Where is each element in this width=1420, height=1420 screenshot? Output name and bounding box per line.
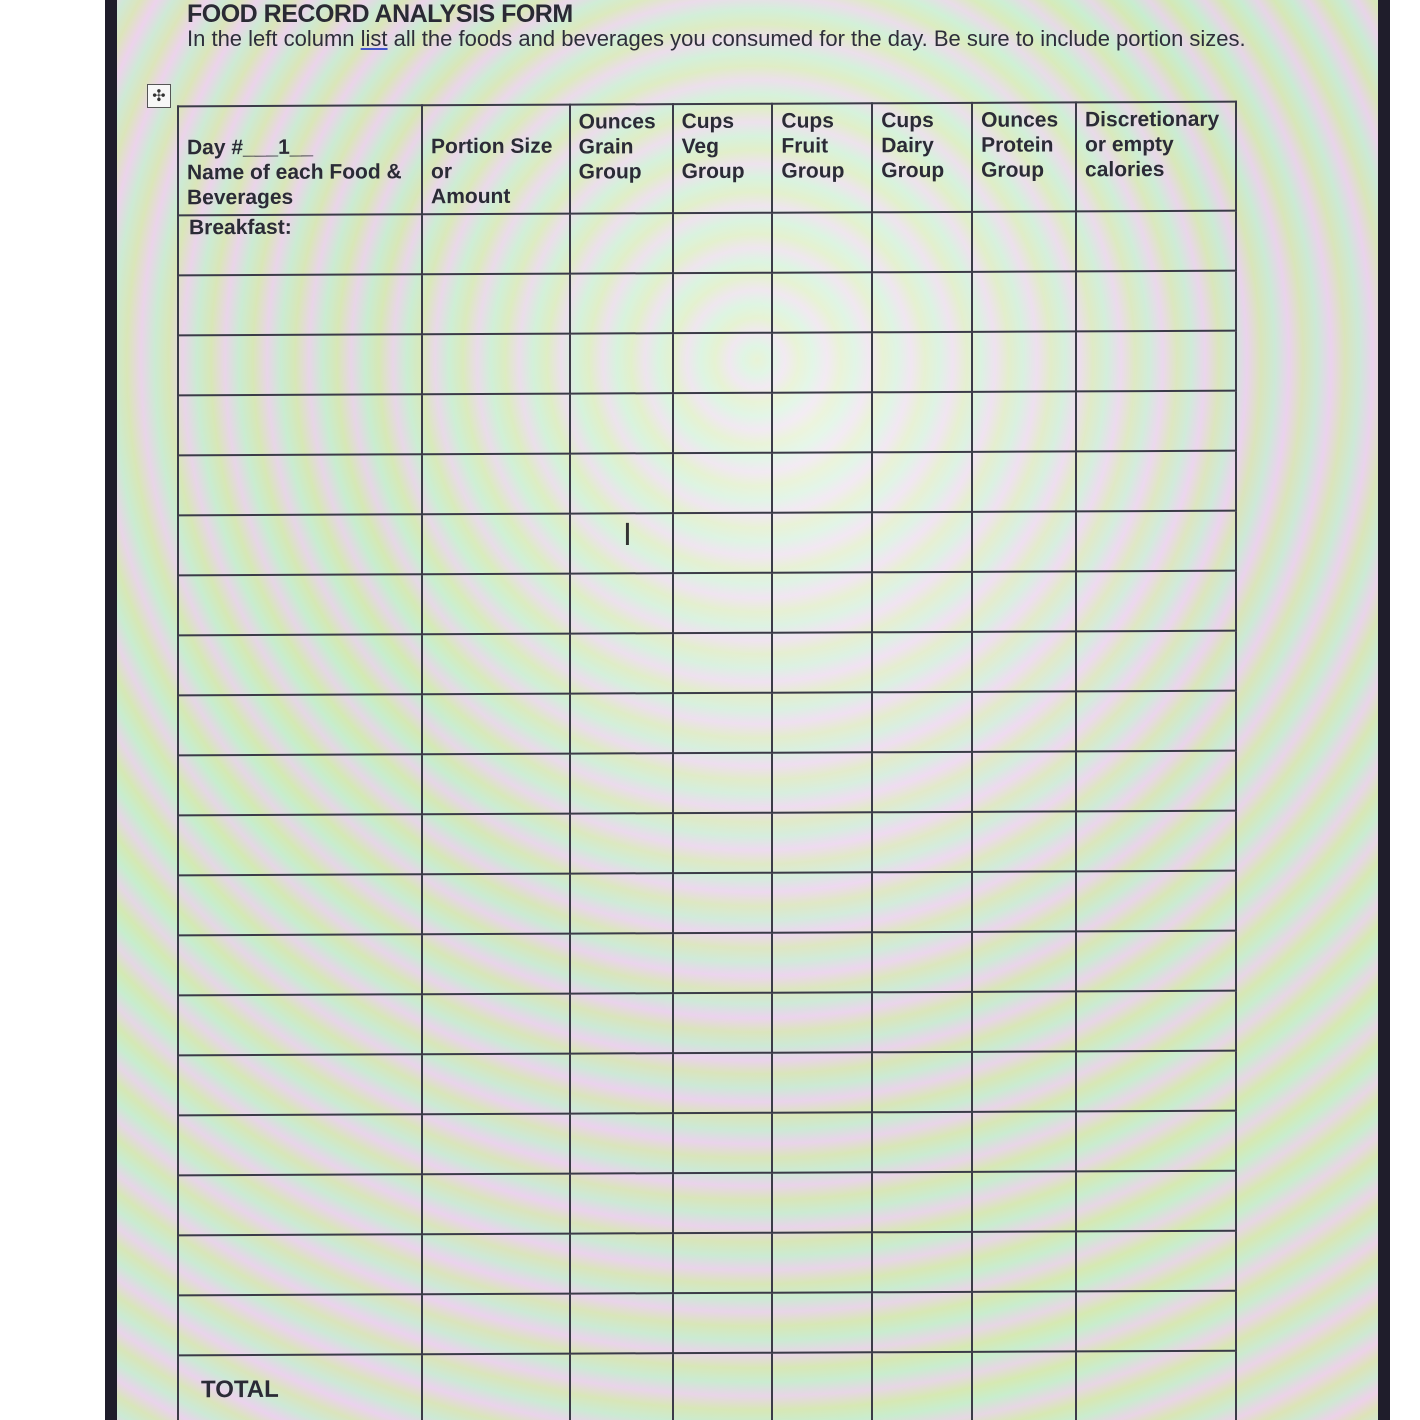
breakfast-label: Breakfast: bbox=[189, 215, 292, 240]
table-row-breakfast bbox=[178, 211, 1236, 276]
table-cell[interactable] bbox=[872, 692, 972, 752]
photo-border-left bbox=[0, 0, 105, 1420]
header-food-line3: Beverages bbox=[187, 185, 294, 210]
table-cell[interactable] bbox=[872, 332, 972, 392]
table-cell[interactable] bbox=[972, 751, 1076, 811]
table-cell[interactable] bbox=[673, 933, 773, 993]
header-grain-line1: Ounces bbox=[578, 110, 656, 134]
table-cell[interactable] bbox=[1076, 331, 1236, 392]
table-cell[interactable] bbox=[1076, 1051, 1236, 1112]
table-cell[interactable] bbox=[772, 992, 872, 1052]
table-cell[interactable] bbox=[673, 453, 773, 513]
table-cell[interactable] bbox=[1076, 211, 1236, 272]
table-cell[interactable] bbox=[972, 1171, 1076, 1231]
table-cell[interactable] bbox=[570, 1053, 673, 1113]
table-cell[interactable] bbox=[178, 1174, 422, 1235]
table-cell[interactable] bbox=[570, 1113, 673, 1173]
table-cell[interactable] bbox=[673, 1053, 773, 1113]
table-cell[interactable] bbox=[1076, 1351, 1236, 1420]
table-cell[interactable] bbox=[872, 812, 972, 872]
table-row-total bbox=[178, 1351, 1236, 1420]
table-cell[interactable] bbox=[1076, 271, 1236, 332]
table-cell[interactable] bbox=[178, 874, 422, 935]
table-cell[interactable] bbox=[772, 1052, 872, 1112]
table-cell[interactable] bbox=[673, 513, 773, 573]
table-cell[interactable] bbox=[673, 1173, 773, 1233]
table-cell[interactable] bbox=[1076, 991, 1236, 1052]
table-cell[interactable] bbox=[673, 1113, 773, 1173]
table-cell[interactable] bbox=[422, 634, 570, 695]
table-cell[interactable] bbox=[972, 211, 1076, 271]
table-cell[interactable] bbox=[872, 872, 972, 932]
table-cell[interactable] bbox=[178, 1114, 422, 1175]
table-cell[interactable] bbox=[570, 453, 673, 513]
table-cell[interactable] bbox=[570, 1173, 673, 1233]
table-cell[interactable] bbox=[772, 812, 872, 872]
header-grain-line2: Grain bbox=[578, 135, 634, 159]
table-cell[interactable] bbox=[673, 273, 773, 333]
table-cell[interactable] bbox=[772, 512, 872, 572]
header-portion-line2: or bbox=[431, 160, 453, 184]
header-protein-line2: Protein bbox=[981, 133, 1054, 157]
table-cell[interactable] bbox=[872, 272, 972, 332]
instructions-text-end: all the foods and beverages you consumed for the day. Be sure to include portion sizes. bbox=[387, 26, 1246, 51]
form-instructions bbox=[187, 24, 1247, 54]
table-row bbox=[178, 931, 1236, 996]
header-dairy-group bbox=[872, 103, 972, 212]
table-cell[interactable] bbox=[872, 1292, 972, 1352]
table-cell[interactable] bbox=[772, 452, 872, 512]
table-cell[interactable] bbox=[178, 814, 422, 875]
table-cell[interactable] bbox=[673, 693, 773, 753]
photo-border-right bbox=[1390, 0, 1420, 1420]
table-cell[interactable] bbox=[673, 813, 773, 873]
table-cell[interactable] bbox=[178, 1234, 422, 1295]
header-veg-group bbox=[673, 104, 773, 213]
table-cell[interactable] bbox=[872, 392, 972, 452]
header-fruit-line3: Group bbox=[781, 159, 845, 183]
table-cell[interactable] bbox=[178, 334, 422, 395]
table-row bbox=[178, 1231, 1236, 1296]
table-cell[interactable] bbox=[1076, 931, 1236, 992]
table-cell[interactable] bbox=[570, 873, 673, 933]
table-row bbox=[178, 751, 1236, 816]
table-cell[interactable] bbox=[673, 573, 773, 633]
table-cell[interactable] bbox=[772, 212, 872, 272]
monitor-bezel-right bbox=[1378, 0, 1390, 1420]
table-row bbox=[178, 991, 1236, 1056]
table-cell[interactable] bbox=[872, 932, 972, 992]
table-cell[interactable] bbox=[570, 993, 673, 1053]
table-cell[interactable] bbox=[872, 1232, 972, 1292]
table-cell[interactable] bbox=[422, 394, 570, 455]
table-cell[interactable] bbox=[972, 331, 1076, 391]
table-cell[interactable] bbox=[772, 572, 872, 632]
table-cell[interactable] bbox=[772, 272, 872, 332]
table-cell[interactable] bbox=[673, 213, 773, 273]
table-cell[interactable] bbox=[422, 334, 570, 395]
table-row bbox=[178, 871, 1236, 936]
table-cell[interactable] bbox=[772, 1112, 872, 1172]
table-cell[interactable] bbox=[673, 1353, 773, 1420]
table-cell[interactable] bbox=[570, 753, 673, 813]
table-cell[interactable] bbox=[178, 454, 422, 515]
table-cell[interactable] bbox=[772, 1292, 872, 1352]
table-cell[interactable] bbox=[972, 931, 1076, 991]
table-cell[interactable] bbox=[178, 214, 422, 275]
table-cell[interactable] bbox=[422, 274, 570, 335]
table-cell[interactable] bbox=[972, 1291, 1076, 1351]
table-cell[interactable] bbox=[178, 994, 422, 1055]
table-header-row bbox=[178, 102, 1236, 216]
header-discretionary-line2: or empty bbox=[1085, 132, 1174, 157]
table-cell[interactable] bbox=[178, 1294, 422, 1355]
table-row bbox=[178, 271, 1236, 336]
table-row bbox=[178, 331, 1236, 396]
table-cell[interactable] bbox=[673, 633, 773, 693]
table-cell[interactable] bbox=[1076, 571, 1236, 632]
instructions-text-start: In the left column bbox=[187, 26, 361, 51]
table-row bbox=[178, 511, 1236, 576]
table-cell[interactable] bbox=[178, 274, 422, 335]
table-row bbox=[178, 391, 1236, 456]
table-cell[interactable] bbox=[772, 392, 872, 452]
table-cell[interactable] bbox=[570, 573, 673, 633]
table-cell[interactable] bbox=[178, 1054, 422, 1115]
table-cell[interactable] bbox=[570, 213, 673, 273]
header-dairy-line3: Group bbox=[881, 158, 945, 183]
table-cell[interactable] bbox=[570, 633, 673, 693]
table-row bbox=[178, 691, 1236, 756]
table-row bbox=[178, 571, 1236, 636]
table-cell[interactable] bbox=[178, 574, 422, 635]
table-cell[interactable] bbox=[422, 514, 570, 575]
table-cell[interactable] bbox=[178, 394, 422, 455]
move-icon[interactable]: ✣ bbox=[147, 84, 171, 108]
table-cell[interactable] bbox=[1076, 811, 1236, 872]
header-portion-line1: Portion Size bbox=[431, 134, 553, 159]
table-cell[interactable] bbox=[422, 874, 570, 935]
table-cell[interactable] bbox=[872, 1112, 972, 1172]
table-cell[interactable] bbox=[1076, 391, 1236, 452]
table-row bbox=[178, 631, 1236, 696]
table-cell[interactable] bbox=[422, 754, 570, 815]
table-cell[interactable] bbox=[1076, 511, 1236, 572]
table-cell[interactable] bbox=[872, 752, 972, 812]
header-dairy-line2: Dairy bbox=[881, 134, 934, 158]
table-cell[interactable] bbox=[1076, 1171, 1236, 1232]
instructions-spellcheck-word: list bbox=[360, 26, 388, 51]
total-label: TOTAL bbox=[201, 1375, 279, 1404]
header-day-number: Day #___1__ bbox=[187, 135, 314, 160]
header-veg-line1: Cups bbox=[681, 109, 735, 134]
header-food-name bbox=[178, 105, 422, 215]
header-food-line2: Name of each Food & bbox=[187, 160, 402, 185]
header-grain-line3: Group bbox=[578, 160, 642, 184]
table-cell[interactable] bbox=[422, 1054, 570, 1115]
table-cell[interactable] bbox=[673, 993, 773, 1053]
table-cell[interactable] bbox=[1076, 451, 1236, 512]
header-portion-size bbox=[422, 105, 570, 215]
table-cell[interactable] bbox=[178, 934, 422, 995]
header-veg-line3: Group bbox=[681, 159, 745, 184]
table-cell[interactable] bbox=[872, 992, 972, 1052]
table-cell[interactable] bbox=[772, 932, 872, 992]
table-cell[interactable] bbox=[422, 934, 570, 995]
table-cell[interactable] bbox=[772, 1172, 872, 1232]
table-cell[interactable] bbox=[570, 333, 673, 393]
header-discretionary-line1: Discretionary bbox=[1085, 107, 1220, 132]
table-cell[interactable] bbox=[673, 873, 773, 933]
table-cell[interactable] bbox=[570, 1293, 673, 1353]
table-cell[interactable] bbox=[570, 933, 673, 993]
table-cell[interactable] bbox=[972, 1351, 1076, 1420]
table-cell[interactable] bbox=[422, 454, 570, 515]
table-cell[interactable] bbox=[673, 753, 773, 813]
header-protein-group bbox=[972, 102, 1076, 211]
table-cell[interactable] bbox=[422, 214, 570, 275]
table-row bbox=[178, 1171, 1236, 1236]
table-cell[interactable] bbox=[673, 1293, 773, 1353]
table-cell[interactable] bbox=[872, 1172, 972, 1232]
table-cell[interactable] bbox=[570, 813, 673, 873]
table-cell[interactable] bbox=[772, 1232, 872, 1292]
table-cell[interactable] bbox=[570, 693, 673, 753]
table-cell[interactable] bbox=[772, 872, 872, 932]
table-cell[interactable] bbox=[178, 694, 422, 755]
header-grain-group bbox=[570, 104, 673, 213]
header-protein-line1: Ounces bbox=[981, 108, 1059, 132]
table-cell[interactable] bbox=[872, 632, 972, 692]
table-cell[interactable] bbox=[1076, 631, 1236, 692]
table-cell[interactable] bbox=[972, 991, 1076, 1051]
header-fruit-group bbox=[772, 103, 872, 212]
table-cell[interactable] bbox=[1076, 691, 1236, 752]
table-cell[interactable] bbox=[422, 994, 570, 1055]
table-cell[interactable] bbox=[422, 694, 570, 755]
table-cell[interactable] bbox=[1076, 871, 1236, 932]
table-cell[interactable] bbox=[972, 511, 1076, 571]
table-cell[interactable] bbox=[422, 814, 570, 875]
header-protein-line3: Group bbox=[981, 158, 1045, 182]
table-cell[interactable] bbox=[772, 1352, 872, 1420]
table-cell[interactable] bbox=[422, 1294, 570, 1355]
form-title: FOOD RECORD ANALYSIS FORM bbox=[187, 0, 573, 28]
table-cell[interactable] bbox=[772, 752, 872, 812]
table-cell[interactable] bbox=[972, 631, 1076, 691]
table-cell[interactable] bbox=[772, 692, 872, 752]
table-cell[interactable] bbox=[178, 514, 422, 575]
table-cell[interactable] bbox=[872, 452, 972, 512]
table-cell[interactable] bbox=[972, 1051, 1076, 1111]
table-cell[interactable] bbox=[673, 393, 773, 453]
table-cell[interactable] bbox=[422, 574, 570, 635]
header-portion-line3: Amount bbox=[431, 184, 511, 209]
table-cell[interactable] bbox=[872, 1352, 972, 1420]
table-cell[interactable] bbox=[1076, 1111, 1236, 1172]
table-cell[interactable] bbox=[178, 634, 422, 695]
table-cell[interactable] bbox=[872, 1052, 972, 1112]
i-beam-cursor-icon: I bbox=[623, 518, 632, 553]
monitor-bezel-left bbox=[105, 0, 117, 1420]
table-row bbox=[178, 1291, 1236, 1356]
table-cell[interactable] bbox=[972, 691, 1076, 751]
table-cell[interactable] bbox=[972, 571, 1076, 631]
table-cell[interactable] bbox=[972, 1231, 1076, 1291]
table-cell[interactable] bbox=[872, 512, 972, 572]
table-cell[interactable] bbox=[422, 1354, 570, 1420]
document-screen bbox=[117, 0, 1378, 1420]
table-cell[interactable] bbox=[673, 1233, 773, 1293]
table-cell[interactable] bbox=[570, 1353, 673, 1420]
table-cell[interactable] bbox=[422, 1234, 570, 1295]
table-cell[interactable] bbox=[972, 391, 1076, 451]
table-cell[interactable] bbox=[570, 1233, 673, 1293]
header-dairy-line1: Cups bbox=[881, 109, 934, 133]
table-cell[interactable] bbox=[972, 271, 1076, 331]
table-cell[interactable] bbox=[872, 212, 972, 272]
table-cell[interactable] bbox=[972, 871, 1076, 931]
table-cell[interactable] bbox=[772, 332, 872, 392]
header-discretionary-line3: calories bbox=[1085, 158, 1165, 182]
table-cell[interactable] bbox=[422, 1174, 570, 1235]
table-cell[interactable] bbox=[422, 1114, 570, 1175]
table-cell[interactable] bbox=[570, 393, 673, 453]
table-cell[interactable] bbox=[570, 513, 673, 573]
table-body bbox=[178, 211, 1236, 1420]
table-cell[interactable] bbox=[570, 273, 673, 333]
table-cell[interactable] bbox=[972, 1111, 1076, 1171]
table-cell[interactable] bbox=[1076, 1291, 1236, 1352]
table-row bbox=[178, 1051, 1236, 1116]
table-cell[interactable] bbox=[178, 754, 422, 815]
table-cell[interactable] bbox=[673, 333, 773, 393]
table-cell[interactable] bbox=[1076, 1231, 1236, 1292]
table-cell[interactable] bbox=[972, 451, 1076, 511]
header-veg-line2: Veg bbox=[681, 134, 719, 159]
table-cell[interactable] bbox=[1076, 751, 1236, 812]
table-cell[interactable] bbox=[972, 811, 1076, 871]
header-discretionary-calories bbox=[1076, 102, 1236, 212]
header-fruit-line1: Cups bbox=[781, 109, 834, 133]
header-fruit-line2: Fruit bbox=[781, 134, 829, 158]
table-row bbox=[178, 1111, 1236, 1176]
food-record-table bbox=[177, 101, 1237, 1420]
table-row bbox=[178, 811, 1236, 876]
table-cell[interactable] bbox=[872, 572, 972, 632]
table-cell[interactable] bbox=[772, 632, 872, 692]
table-cell[interactable] bbox=[178, 1354, 422, 1420]
table-row bbox=[178, 451, 1236, 516]
